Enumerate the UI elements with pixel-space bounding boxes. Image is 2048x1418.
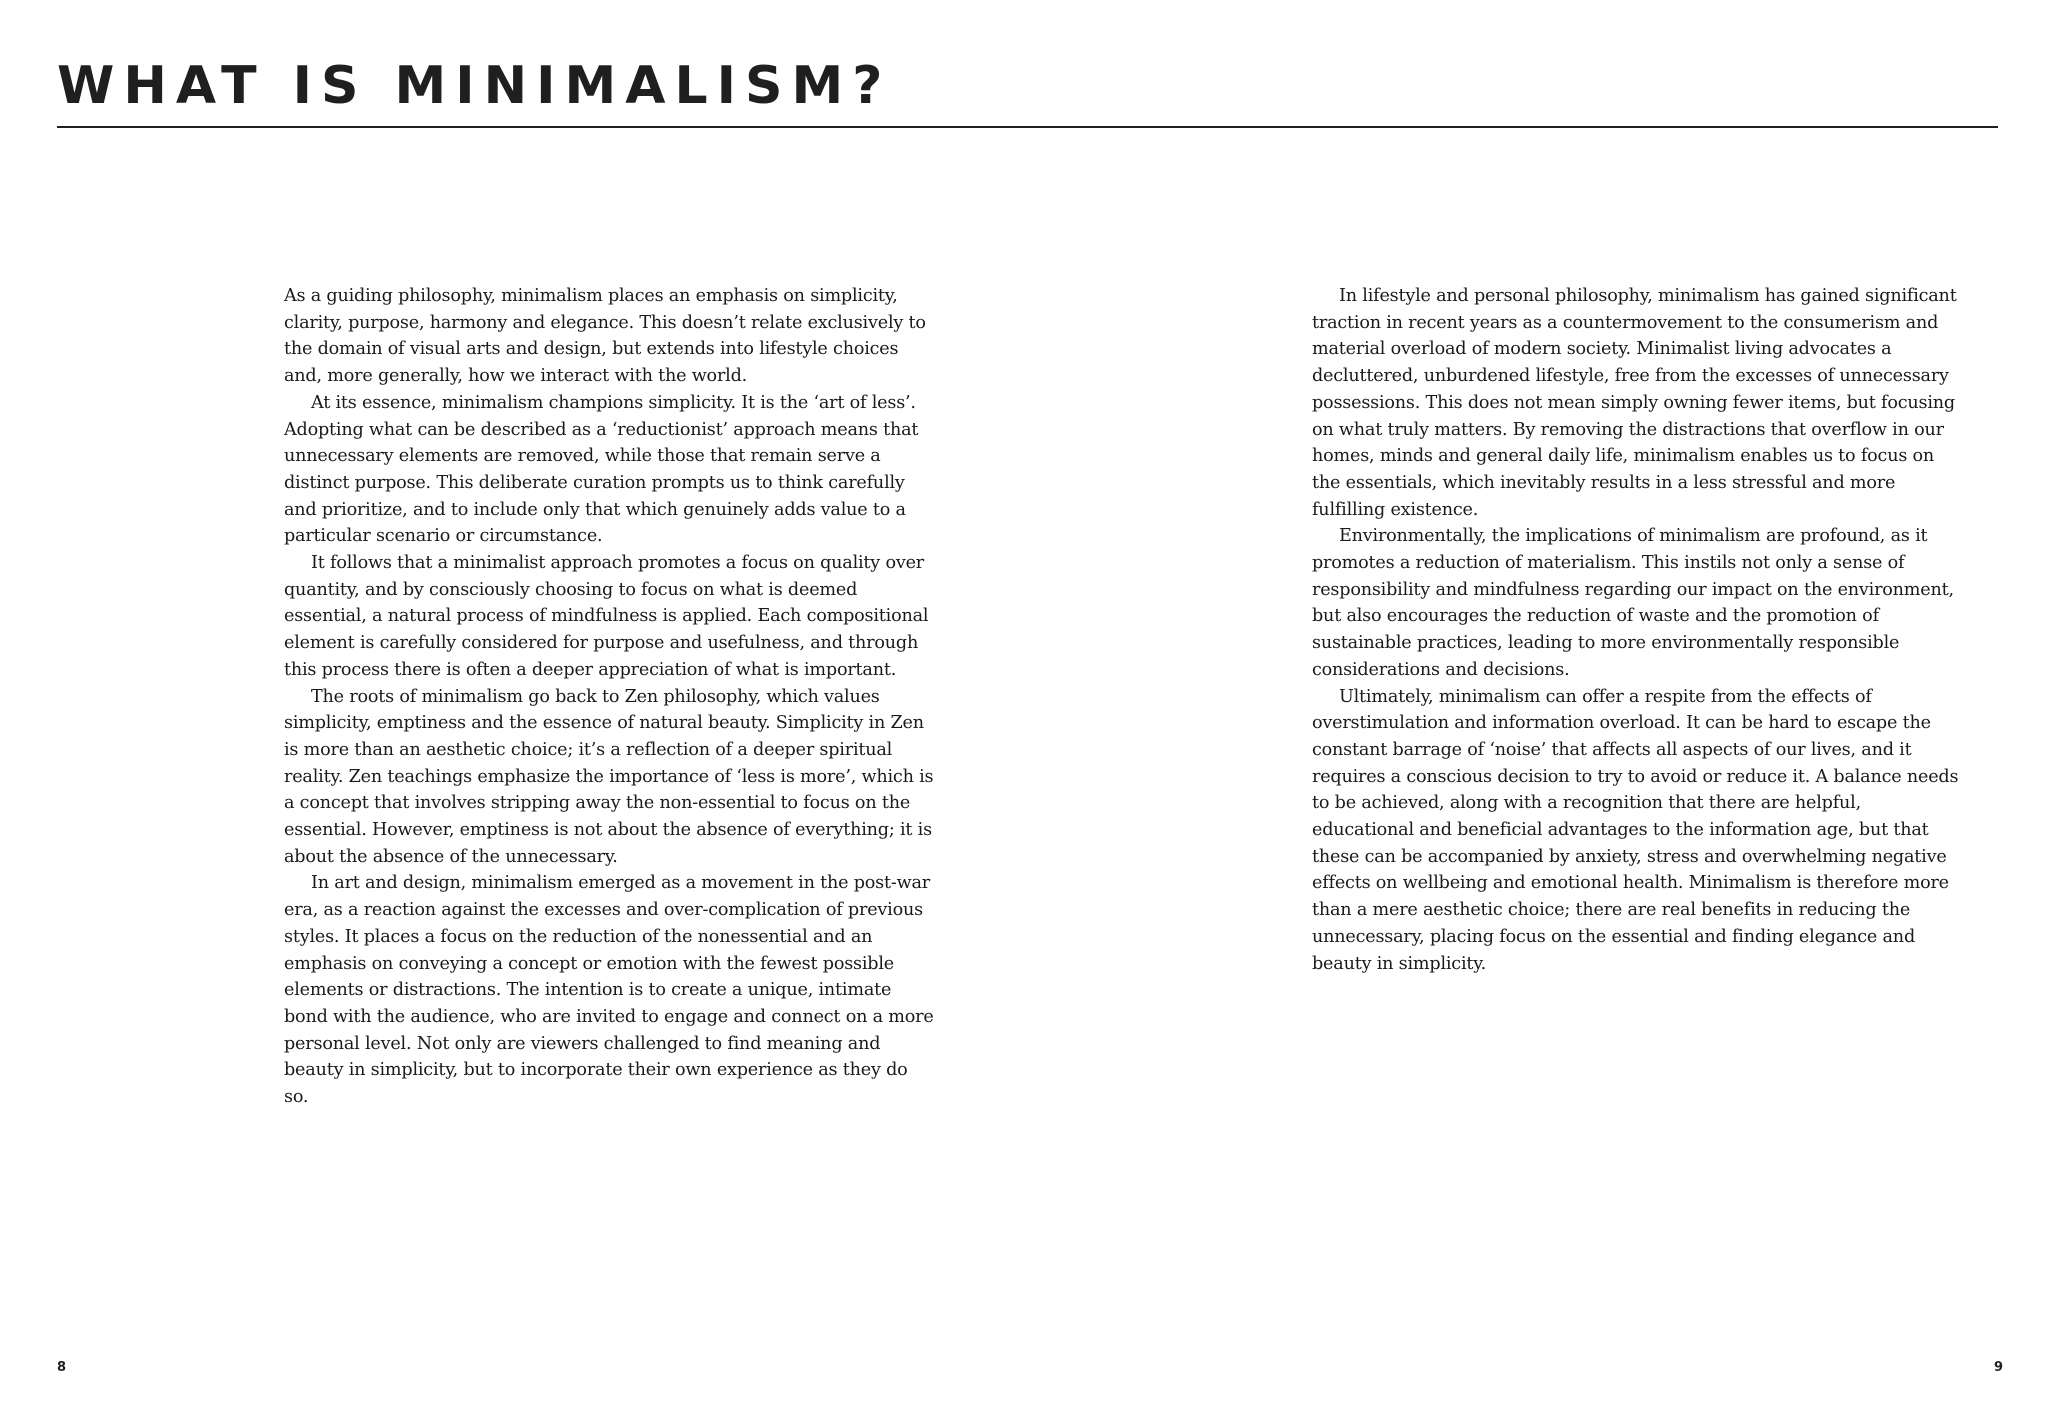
left-text-column [284,283,934,1111]
page-number-left: 8 [57,1360,67,1375]
paragraph: It follows that a minimalist approach promotes a focus on quality over quantity, and by consciously choosing to focus on what is deemed essential, a natural process of mindfulness is applied. Each compositional element is carefully considered for purpose and usefulness, and through this process there is often a deeper appreciation of what is important. [284,553,929,680]
title-divider [57,126,1998,128]
paragraph: In lifestyle and personal philosophy, minimalism has gained significant traction in recent years as a countermovement to the consumerism and material overload of modern society. Minimalist living advocates a decluttered, unburdened lifestyle, free from the excesses of unnecessary possessions. This does not mean simply owning fewer items, but focusing on what truly matters. By removing the distractions that overflow in our homes, minds and general daily life, minimalism enables us to focus on the essentials, which inevitably results in a less stressful and more fulfilling existence. [1312,286,1957,520]
page-number-right: 9 [1993,1360,2003,1375]
paragraph: Ultimately, minimalism can offer a respite from the effects of overstimulation and information overload. It can be hard to escape the constant barrage of ‘noise’ that affects all aspects of our lives, and it requires a conscious decision to try to avoid or reduce it. A balance needs to be achieved, along with a recognition that there are helpful, educational and beneficial advantages to the information age, but that these can be accompanied by anxiety, stress and overwhelming negative effects on wellbeing and emotional health. Minimalism is therefore more than a mere aesthetic choice; there are real benefits in reducing the unnecessary, placing focus on the essential and finding elegance and beauty in simplicity. [1312,686,1959,974]
right-text-column [1312,283,1962,977]
paragraph: At its essence, minimalism champions simplicity. It is the ‘art of less’. Adopting what can be described as a ‘reductionist’ approach means that unnecessary elements are removed, while those that remain serve a distinct purpose. This deliberate curation prompts us to think carefully and prioritize, and to include only that which genuinely adds value to a particular scenario or circumstance. [284,392,919,547]
paragraph: The roots of minimalism go back to Zen philosophy, which values simplicity, emptiness and the essence of natural beauty. Simplicity in Zen is more than an aesthetic choice; it’s a reflection of a deeper spiritual reality. Zen teachings emphasize the importance of ‘less is more’, which is a concept that involves stripping away the non-essential to focus on the essential. However, emptiness is not about the absence of everything; it is about the absence of the unnecessary. [284,686,934,867]
paragraph: In art and design, minimalism emerged as a movement in the post-war era, as a reaction against the excesses and over-complication of previous styles. It places a focus on the reduction of the nonessential and an emphasis on conveying a concept or emotion with the fewest possible elements or distractions. The intention is to create a unique, intimate bond with the audience, who are invited to engage and connect on a more personal level. Not only are viewers challenged to find meaning and beauty in simplicity, but to incorporate their own experience as they do so. [284,873,934,1108]
paragraph: Environmentally, the implications of minimalism are profound, as it promotes a reduction of materialism. This instils not only a sense of responsibility and mindfulness regarding our impact on the environment, but also encourages the reduction of waste and the promotion of sustainable practices, leading to more environmentally responsible considerations and decisions. [1312,526,1954,680]
page-title: WHAT IS MINIMALISM? [57,56,892,116]
paragraph: As a guiding philosophy, minimalism places an emphasis on simplicity, clarity, purpose, harmony and elegance. This doesn’t relate exclusively to the domain of visual arts and design, but extends into lifestyle choices and, more generally, how we interact with the world. [284,286,926,387]
